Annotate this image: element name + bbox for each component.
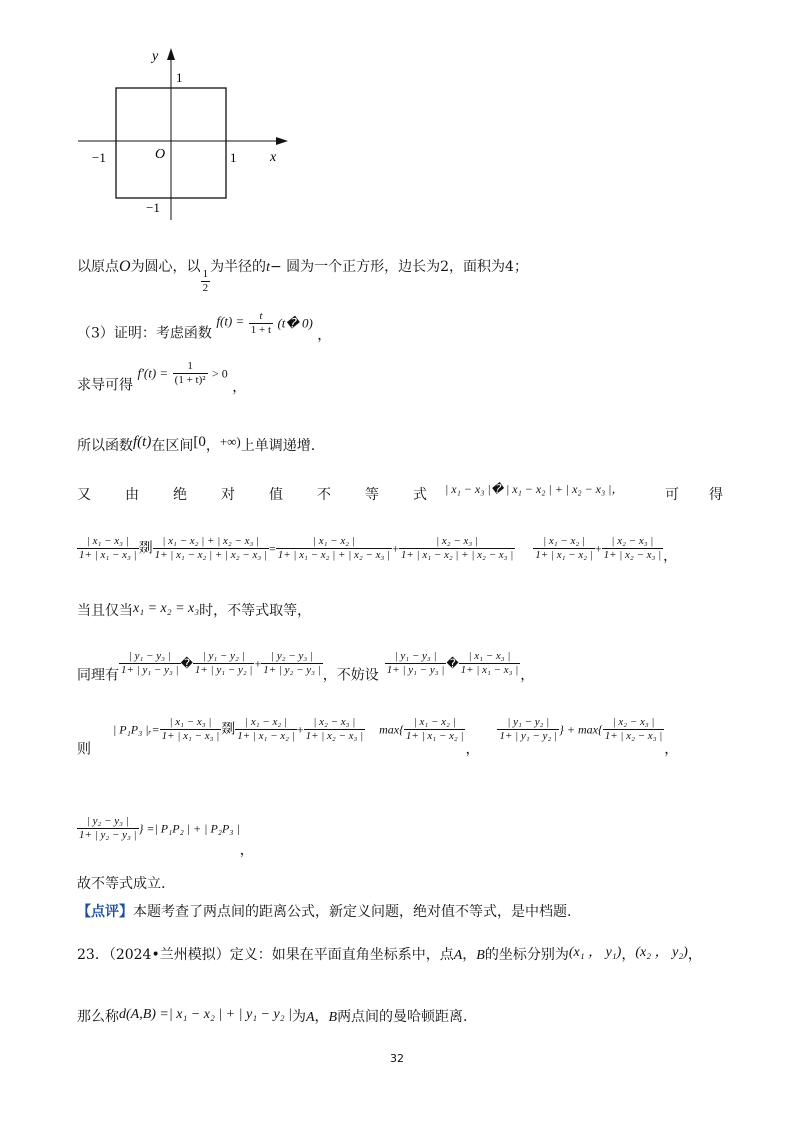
num: | x₁ − x₂ | + | x₂ − x₃ | bbox=[162, 535, 260, 547]
op: + bbox=[594, 541, 602, 556]
math-ft: f(t) bbox=[133, 434, 152, 450]
den: 1+ | x₁ − x₃ | bbox=[161, 730, 220, 742]
math-interval-start: [0 bbox=[193, 434, 206, 450]
den: 1 + t bbox=[250, 324, 271, 336]
line-circle-desc bbox=[77, 258, 528, 295]
den: 1+ | y₂ − y₃ | bbox=[79, 829, 137, 841]
fraction bbox=[160, 716, 222, 743]
line-conclusion: 故不等式成立. bbox=[77, 876, 166, 892]
fraction bbox=[77, 815, 139, 842]
fraction bbox=[193, 650, 255, 677]
text: ，不妨设 bbox=[322, 667, 379, 684]
num: | x₁ − x₃ | bbox=[468, 650, 511, 662]
text: （3）证明：考虑函数 bbox=[77, 325, 212, 342]
y-axis-arrow bbox=[167, 48, 175, 60]
math-interval-end: +∞) bbox=[219, 434, 241, 449]
glyph: 剟 bbox=[221, 721, 236, 738]
text: 两点间的曼哈顿距离. bbox=[337, 1009, 468, 1025]
num: | y₁ − y₂ | bbox=[507, 716, 550, 728]
den: 1+ | x₁ − x₃ | bbox=[460, 664, 519, 676]
tick-right: 1 bbox=[230, 150, 237, 165]
word: 得 bbox=[709, 487, 723, 503]
den: 1+ | y₂ − y₃ | bbox=[263, 664, 321, 676]
math-equality: x₁ = x₂ = x₃ bbox=[133, 601, 200, 616]
math-point2: (x₂ ， y₂) bbox=[635, 945, 688, 960]
num: | x₁ − x₂ | bbox=[413, 716, 456, 728]
text: 的坐标分别为 bbox=[484, 947, 569, 963]
word: 等 bbox=[365, 487, 379, 503]
text: ， bbox=[663, 548, 678, 565]
fraction bbox=[235, 716, 297, 743]
line-derivative bbox=[77, 360, 246, 397]
math-O: O bbox=[119, 258, 131, 275]
math-cond: (t� 0) bbox=[277, 315, 313, 331]
text: ， bbox=[314, 1009, 329, 1025]
num: | y₂ − y₃ | bbox=[271, 650, 313, 662]
den: 1+ | x₂ − x₃ | bbox=[604, 730, 663, 742]
math-gt: > 0 bbox=[212, 366, 228, 381]
num: | x₁ − x₂ | bbox=[245, 716, 287, 728]
den: 2 bbox=[202, 282, 209, 294]
fraction bbox=[77, 535, 139, 562]
text: 同理有 bbox=[77, 667, 119, 684]
word: 可 bbox=[665, 487, 679, 503]
text: ， bbox=[232, 379, 247, 396]
den: 1+ | y₁ − y₂ | bbox=[194, 664, 253, 676]
den: 1+ | x₁ − x₂ | bbox=[237, 730, 295, 742]
math-manhattan: d(A,B) =| x₁ − x₂ | + | y₁ − y₂ | bbox=[119, 1007, 292, 1022]
den: 1+ | x₂ − x₃ | bbox=[305, 730, 364, 742]
den: 1+ | y₁ − y₂ | bbox=[499, 730, 558, 742]
fraction bbox=[602, 535, 664, 562]
word: 式 bbox=[413, 487, 427, 503]
math-p1p3: | P₁P₃ |ᵣ= bbox=[113, 722, 160, 737]
x-axis-arrow bbox=[276, 137, 288, 145]
word: 不 bbox=[317, 487, 331, 503]
line-then bbox=[77, 716, 678, 759]
y-axis-label: y bbox=[152, 49, 159, 64]
text: ， bbox=[621, 947, 636, 963]
origin-label: O bbox=[155, 147, 166, 162]
num: t bbox=[259, 310, 263, 322]
op: = bbox=[268, 541, 276, 556]
text: ， bbox=[520, 667, 535, 684]
math-f-prime: f′(t) = bbox=[137, 365, 169, 381]
den: 1+ | x₁ − x₂ | bbox=[535, 549, 593, 561]
text: 为圆心，以 bbox=[130, 259, 201, 275]
line-monotonic bbox=[77, 433, 315, 455]
word: 绝 bbox=[173, 487, 187, 503]
tick-bottom: −1 bbox=[146, 200, 160, 215]
text: 求导可得 bbox=[77, 377, 133, 394]
num: | y₁ − y₃ | bbox=[394, 650, 437, 662]
text: 则 bbox=[77, 741, 91, 758]
math-point1: (x₁ ， y₁) bbox=[568, 945, 622, 960]
math-B: B bbox=[328, 1010, 338, 1025]
word: 值 bbox=[269, 487, 283, 503]
text: 上单调递增. bbox=[240, 438, 316, 454]
num: | x₂ − x₃ | bbox=[612, 716, 655, 728]
line-manhattan bbox=[77, 1006, 468, 1027]
tick-top: 1 bbox=[176, 70, 183, 85]
line-comment bbox=[77, 903, 571, 921]
tick-left: −1 bbox=[92, 150, 106, 165]
num: | y₁ − y₂ | bbox=[202, 650, 245, 662]
fraction bbox=[385, 650, 447, 677]
word: 又 bbox=[77, 487, 91, 503]
comment-tag: 【点评】 bbox=[77, 904, 133, 920]
den: 1+ | x₂ − x₃ | bbox=[603, 549, 662, 561]
math-f: f(t) = bbox=[216, 313, 245, 329]
glyph: � bbox=[180, 656, 193, 671]
text: ， bbox=[205, 438, 220, 454]
fraction bbox=[399, 535, 515, 562]
text: ， bbox=[317, 327, 332, 344]
den: (1 + t)² bbox=[174, 374, 206, 386]
den: 1+ | y₁ − y₃ | bbox=[386, 664, 445, 676]
word: 对 bbox=[221, 487, 235, 503]
line-equality-condition bbox=[77, 600, 311, 620]
text: 为半径的 bbox=[210, 259, 267, 275]
math-t: t bbox=[266, 260, 270, 275]
den: 1+ | x₁ − x₂ | + | x₂ − x₃ | bbox=[277, 549, 391, 561]
den: 1+ | x₁ − x₂ | bbox=[405, 730, 464, 742]
num: | x₁ − x₃ | bbox=[169, 716, 212, 728]
num: | x₂ − x₃ | bbox=[436, 535, 478, 547]
text: 所以函数 bbox=[77, 438, 133, 454]
den: 1+ | x₁ − x₃ | bbox=[79, 549, 137, 561]
line-similarly bbox=[77, 650, 534, 685]
den: 1+ | y₁ − y₃ | bbox=[121, 664, 179, 676]
text: 当且仅当 bbox=[77, 603, 133, 619]
fraction bbox=[404, 716, 466, 743]
text: 以原点 bbox=[77, 259, 119, 275]
word: 由 bbox=[125, 487, 139, 503]
text: ， bbox=[664, 741, 679, 758]
text: 为 bbox=[291, 1009, 306, 1025]
math-inequality: | x₁ − x₃ |� | x₁ − x₂ | + | x₂ − x₃ |， bbox=[445, 482, 624, 496]
num: 1 bbox=[202, 268, 209, 280]
fraction bbox=[173, 360, 208, 387]
line-result bbox=[77, 815, 254, 860]
math-A: A bbox=[453, 948, 463, 963]
den: 1+ | x₁ − x₂ | + | x₂ − x₃ | bbox=[400, 549, 514, 561]
fraction bbox=[497, 716, 559, 743]
fraction bbox=[153, 535, 269, 562]
math-B: B bbox=[476, 948, 485, 963]
math-max2: } + max{ bbox=[559, 722, 603, 737]
num: | x₁ − x₃ | bbox=[86, 535, 129, 547]
fraction bbox=[119, 650, 181, 677]
page-number: 32 bbox=[390, 1052, 404, 1065]
num: | x₁ − x₂ | bbox=[312, 535, 355, 547]
fraction bbox=[304, 716, 366, 743]
den: 1+ | x₁ − x₂ | + | x₂ − x₃ | bbox=[154, 549, 267, 561]
num: | y₁ − y₃ | bbox=[128, 650, 171, 662]
text: ， bbox=[462, 947, 477, 963]
math-result: } =| P₁P₂ | + | P₂P₃ | bbox=[138, 821, 240, 836]
num: | x₁ − x₂ | bbox=[543, 535, 585, 547]
line-question-23 bbox=[77, 944, 702, 965]
math-A: A bbox=[305, 1010, 315, 1025]
line-frac-chain bbox=[77, 535, 677, 566]
text: 23．（2024•兰州模拟）定义：如果在平面直角坐标系中，点 bbox=[77, 947, 454, 963]
text: ， bbox=[465, 741, 480, 758]
fraction-half bbox=[201, 268, 211, 295]
text: 本题考查了两点间的距离公式，新定义问题，绝对值不等式，是中档题. bbox=[133, 904, 572, 920]
fraction bbox=[276, 535, 392, 562]
text: 时，不等式取等， bbox=[199, 603, 312, 619]
fraction bbox=[249, 310, 273, 337]
text: − 圆为一个正方形，边长为2，面积为4； bbox=[269, 259, 528, 275]
math-max: max{ bbox=[379, 722, 404, 737]
glyph: 剟 bbox=[138, 540, 153, 557]
fraction bbox=[603, 716, 665, 743]
op: + bbox=[392, 541, 399, 556]
num: | x₂ − x₃ | bbox=[611, 535, 654, 547]
op: + bbox=[254, 656, 262, 671]
glyph: � bbox=[446, 656, 459, 671]
text: 那么称 bbox=[77, 1009, 119, 1025]
fraction bbox=[261, 650, 323, 677]
text: ， bbox=[239, 842, 254, 859]
line-consider-function bbox=[77, 310, 331, 345]
x-axis-label: x bbox=[270, 150, 277, 165]
num: | x₂ − x₃ | bbox=[313, 716, 356, 728]
text: ， bbox=[687, 947, 702, 963]
op: + bbox=[296, 722, 304, 737]
num: 1 bbox=[187, 360, 193, 372]
text: 在区间 bbox=[151, 438, 194, 454]
num: | y₂ − y₃ | bbox=[86, 815, 129, 827]
fraction bbox=[459, 650, 521, 677]
fraction bbox=[533, 535, 595, 562]
coordinate-graph bbox=[70, 40, 310, 230]
